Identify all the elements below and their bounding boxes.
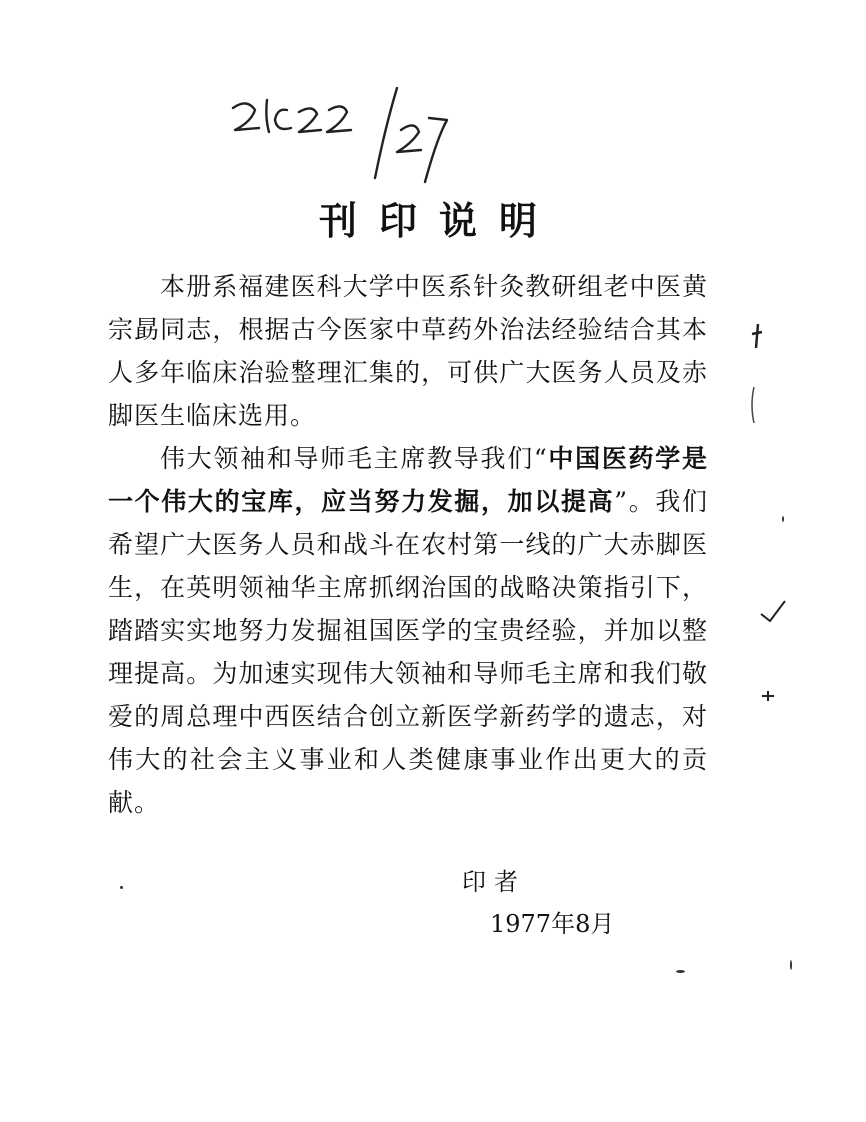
speck: [120, 886, 123, 889]
speck: [790, 960, 792, 970]
margin-mark-3: [760, 688, 776, 704]
check-mark-icon: [758, 598, 788, 624]
page-title: 刊印说明: [318, 198, 559, 243]
margin-mark-2: [748, 385, 760, 425]
paragraph-2-quote: 中国医药学是一个伟大的宝库，应当努力发掘，加以提高: [108, 444, 708, 516]
paragraph-2-intro: 伟大领袖和导师毛主席教导我们“: [160, 444, 548, 473]
margin-mark-1: [748, 322, 768, 352]
document-body: [108, 265, 708, 824]
speck: [676, 970, 685, 973]
speck: [782, 516, 784, 522]
handwritten-note: [225, 78, 455, 188]
paragraph-1: 本册系福建医科大学中医系针灸教研组老中医黄宗勗同志，根据古今医家中草药外治法经验结合其本人多年临床治验整理汇集的，可供广大医务人员及赤脚医生临床选用。: [108, 272, 708, 430]
paragraph-2: [108, 437, 708, 824]
handwritten-note-text: 2622/27: [225, 78, 230, 79]
signature: 印者: [462, 868, 526, 896]
date: 1977年8月: [490, 910, 615, 938]
paragraph-2-rest: ”。我们希望广大医务人员和战斗在农村第一线的广大赤脚医生，在英明领袖华主席抓纲治国的战略决策指引下，踏踏实实地努力发掘祖国医学的宝贵经验，并加以整理提高。为加速实现伟大领袖和导师毛主席和我们敬爱的周总理中西医结合创立新医学新药学的遗志，对伟大的社会主义事业和人类健康事业作出更大的贡献。: [108, 487, 708, 817]
